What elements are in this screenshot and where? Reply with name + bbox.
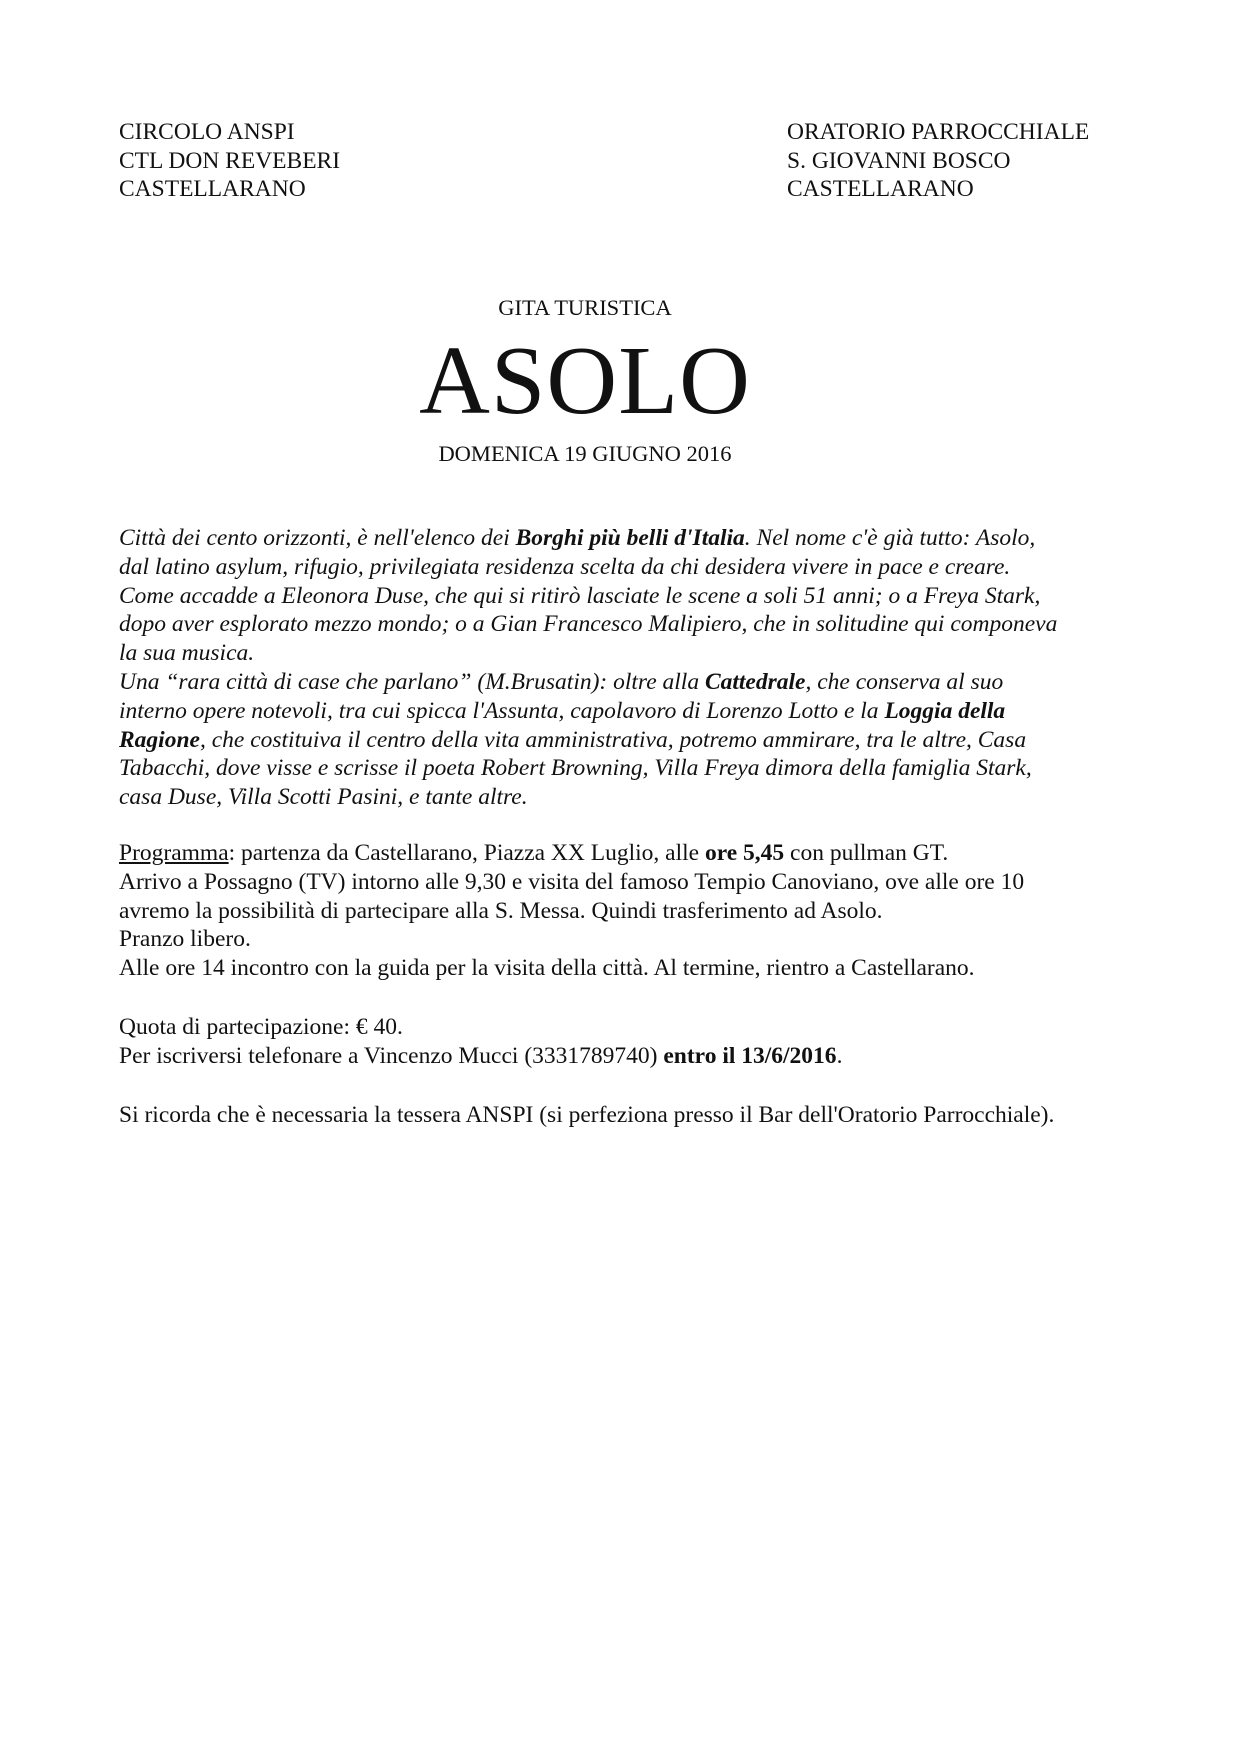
- registration-text: .: [836, 1042, 843, 1069]
- intro-line: [119, 726, 1129, 755]
- note-line: Si ricorda che è necessaria la tessera ANSPI (si perfeziona presso il Bar dell'Oratorio Parrocchiale).: [119, 1102, 1055, 1128]
- organizer-right-line: CASTELLARANO: [787, 176, 974, 202]
- event-date: DOMENICA 19 GIUGNO 2016: [438, 441, 732, 466]
- registration-line: [119, 1042, 1129, 1071]
- intro-line: [119, 668, 1129, 697]
- organizer-left-line: CASTELLARANO: [119, 176, 306, 202]
- intro-bold-text: Loggia della: [884, 697, 1006, 724]
- event-subtitle: GITA TURISTICA: [498, 295, 672, 320]
- intro-bold-text: Borghi più belli d'Italia: [515, 525, 745, 551]
- intro-line: casa Duse, Villa Scotti Pasini, e tante altre.: [119, 784, 528, 811]
- organizer-right-line: ORATORIO PARROCCHIALE: [787, 119, 1090, 145]
- organizer-left-line: CIRCOLO ANSPI: [119, 119, 295, 145]
- intro-line: dopo aver esplorato mezzo mondo; o a Gian Francesco Malipiero, che in solitudine qui componeva: [119, 611, 1058, 638]
- intro-text: , che conserva al suo: [805, 668, 1004, 695]
- program-line: Pranzo libero.: [119, 926, 251, 953]
- organizer-right: [787, 118, 1089, 204]
- intro-line: [119, 524, 1129, 553]
- program-line: Arrivo a Possagno (TV) intorno alle 9,30 e visita del famoso Tempio Canoviano, ove alle ore 10: [119, 868, 1025, 895]
- intro-text: interno opere notevoli, tra cui spicca l'Assunta, capolavoro di Lorenzo Lotto e la: [119, 697, 885, 724]
- organizer-left-line: CTL DON REVEBERI: [119, 147, 341, 174]
- intro-line: [119, 697, 1129, 726]
- organizer-right-line: S. GIOVANNI BOSCO: [787, 147, 1011, 174]
- registration-text: Per iscriversi telefonare a Vincenzo Mucci (3331789740): [119, 1042, 664, 1069]
- intro-paragraph: [119, 524, 1129, 812]
- intro-text: Città dei cento orizzonti, è nell'elenco dei: [119, 525, 516, 551]
- intro-line: dal latino asylum, rifugio, privilegiata residenza scelta da chi desidera vivere in pace e creare.: [119, 553, 1011, 580]
- fee-paragraph: [119, 1013, 1129, 1071]
- intro-bold-text: Ragione: [119, 726, 200, 753]
- program-text: : partenza da Castellarano, Piazza XX Luglio, alle: [228, 840, 705, 866]
- registration-deadline: entro il 13/6/2016: [663, 1042, 837, 1069]
- intro-text: Una “rara città di case che parlano” (M.Brusatin): oltre alla: [119, 668, 705, 695]
- membership-note: [119, 1101, 1129, 1130]
- intro-bold-text: Cattedrale: [704, 668, 806, 695]
- program-text: con pullman GT.: [784, 840, 949, 866]
- intro-line: Tabacchi, dove visse e scrisse il poeta Robert Browning, Villa Freya dimora della famiglia Stark,: [119, 755, 1032, 782]
- intro-text: . Nel nome c'è già tutto: Asolo,: [744, 525, 1036, 551]
- intro-line: la sua musica.: [119, 640, 255, 667]
- intro-line: Come accadde a Eleonora Duse, che qui si ritirò lasciate le scene a soli 51 anni; o a Freya Stark,: [119, 582, 1041, 609]
- program-bold-text: ore 5,45: [704, 840, 785, 866]
- program-line: avremo la possibilità di partecipare alla S. Messa. Quindi trasferimento ad Asolo.: [119, 897, 883, 924]
- fee-line: Quota di partecipazione: € 40.: [119, 1014, 403, 1040]
- intro-text: , che costituiva il centro della vita amministrativa, potremo ammirare, tra le altre, Casa: [199, 726, 1027, 753]
- program-paragraph: [119, 839, 1129, 983]
- program-line: Alle ore 14 incontro con la guida per la visita della città. Al termine, rientro a Castellarano.: [119, 955, 975, 982]
- event-title: ASOLO: [419, 327, 751, 435]
- program-label: Programma: [119, 840, 229, 866]
- program-line: [119, 839, 1129, 868]
- organizer-left: [119, 118, 340, 204]
